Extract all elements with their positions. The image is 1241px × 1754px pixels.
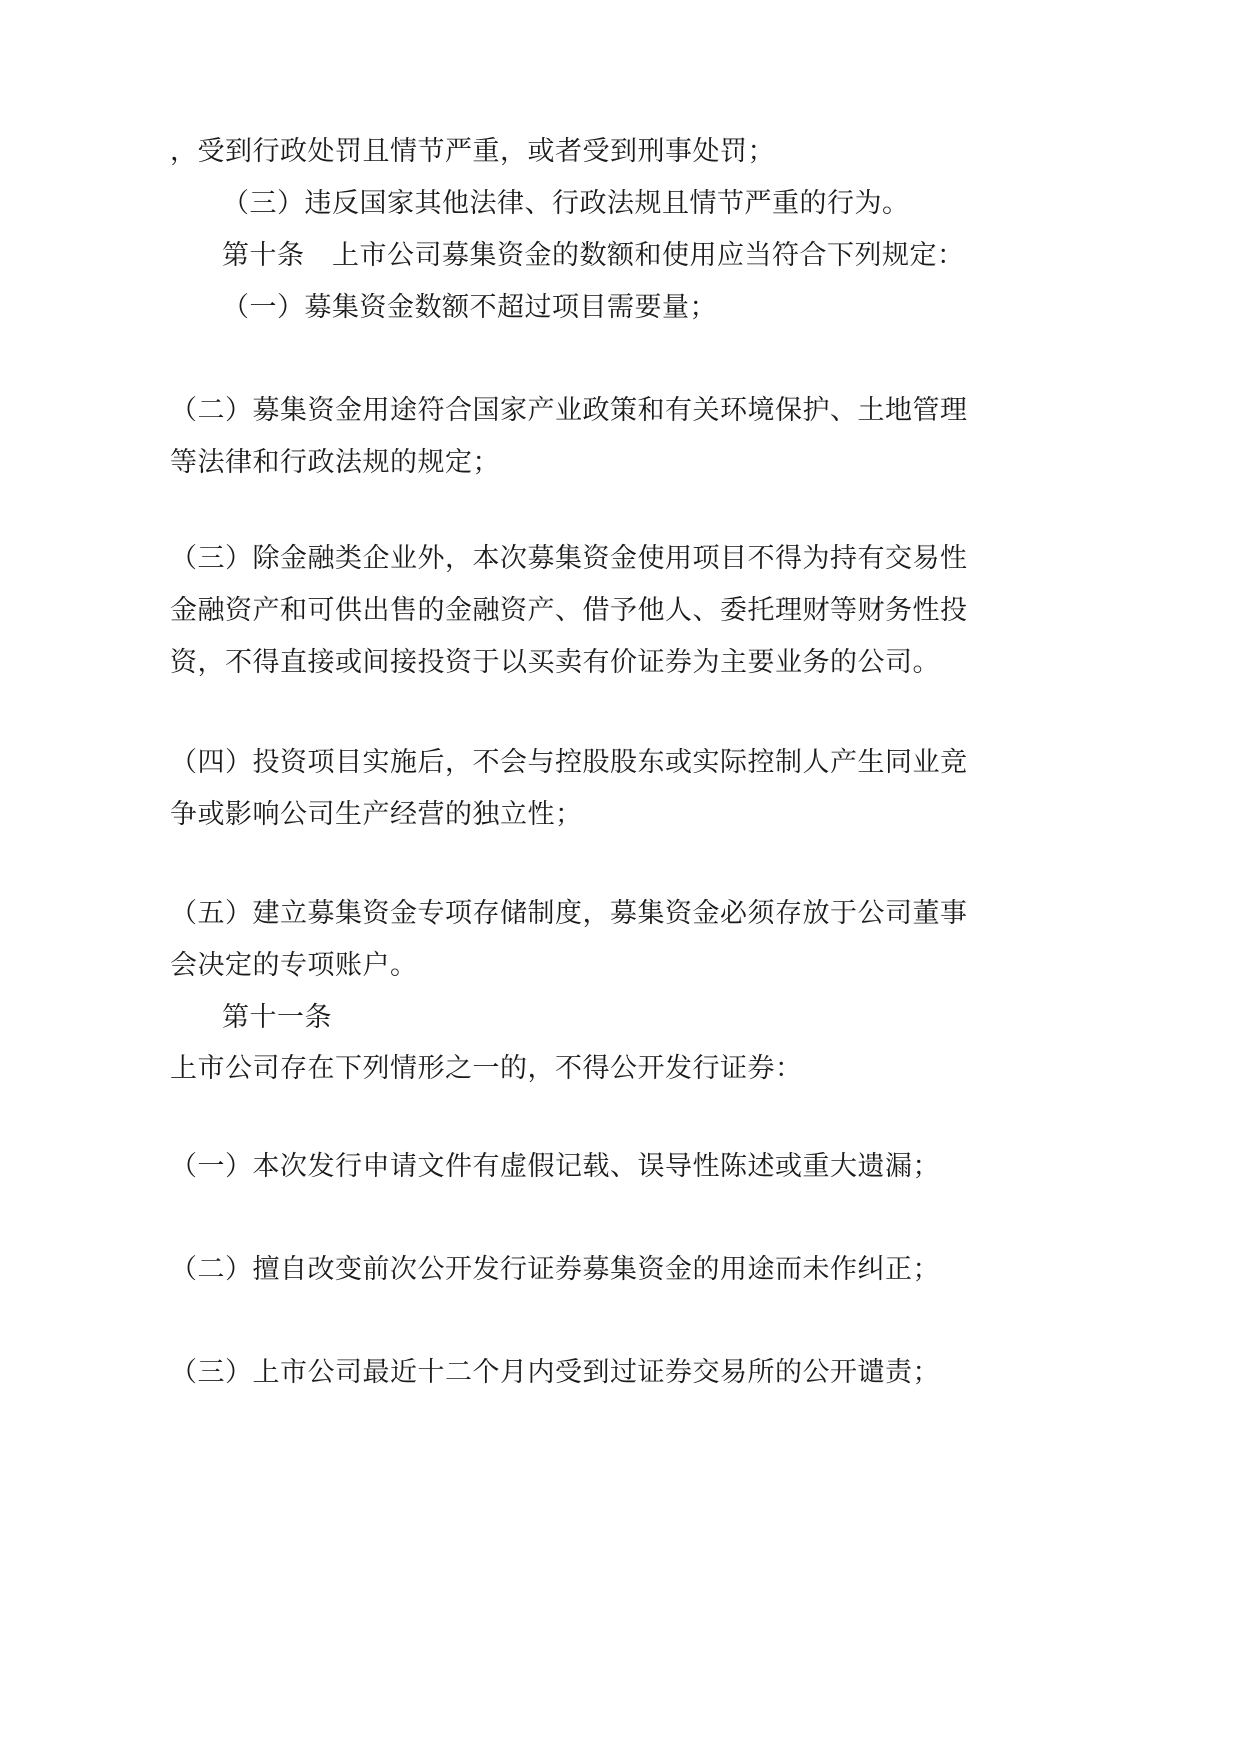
text-line: （四）投资项目实施后，不会与控股股东或实际控制人产生同业竞: [170, 747, 968, 778]
text-line: （一）募集资金数额不超过项目需要量；: [222, 292, 717, 323]
text-line: 争或影响公司生产经营的独立性；: [170, 799, 583, 830]
text-line: ，受到行政处罚且情节严重，或者受到刑事处罚；: [170, 136, 775, 167]
text-line: 第十一条: [222, 1002, 332, 1033]
text-line: （五）建立募集资金专项存储制度，募集资金必须存放于公司董事: [170, 898, 968, 929]
text-line: 等法律和行政法规的规定；: [170, 447, 500, 478]
text-line: 会决定的专项账户。: [170, 950, 418, 981]
text-line: 资，不得直接或间接投资于以买卖有价证券为主要业务的公司。: [170, 647, 940, 678]
text-line: 上市公司存在下列情形之一的，不得公开发行证券：: [170, 1053, 803, 1084]
text-line: （三）上市公司最近十二个月内受到过证券交易所的公开谴责；: [170, 1357, 940, 1388]
text-line: （二）擅自改变前次公开发行证券募集资金的用途而未作纠正；: [170, 1254, 940, 1285]
text-line: 第十条 上市公司募集资金的数额和使用应当符合下列规定：: [222, 240, 965, 271]
text-line: （二）募集资金用途符合国家产业政策和有关环境保护、土地管理: [170, 395, 968, 426]
text-line: 金融资产和可供出售的金融资产、借予他人、委托理财等财务性投: [170, 595, 968, 626]
text-line: （三）除金融类企业外，本次募集资金使用项目不得为持有交易性: [170, 543, 968, 574]
text-line: （一）本次发行申请文件有虚假记载、误导性陈述或重大遗漏；: [170, 1151, 940, 1182]
text-line: （三）违反国家其他法律、行政法规且情节严重的行为。: [222, 188, 910, 219]
